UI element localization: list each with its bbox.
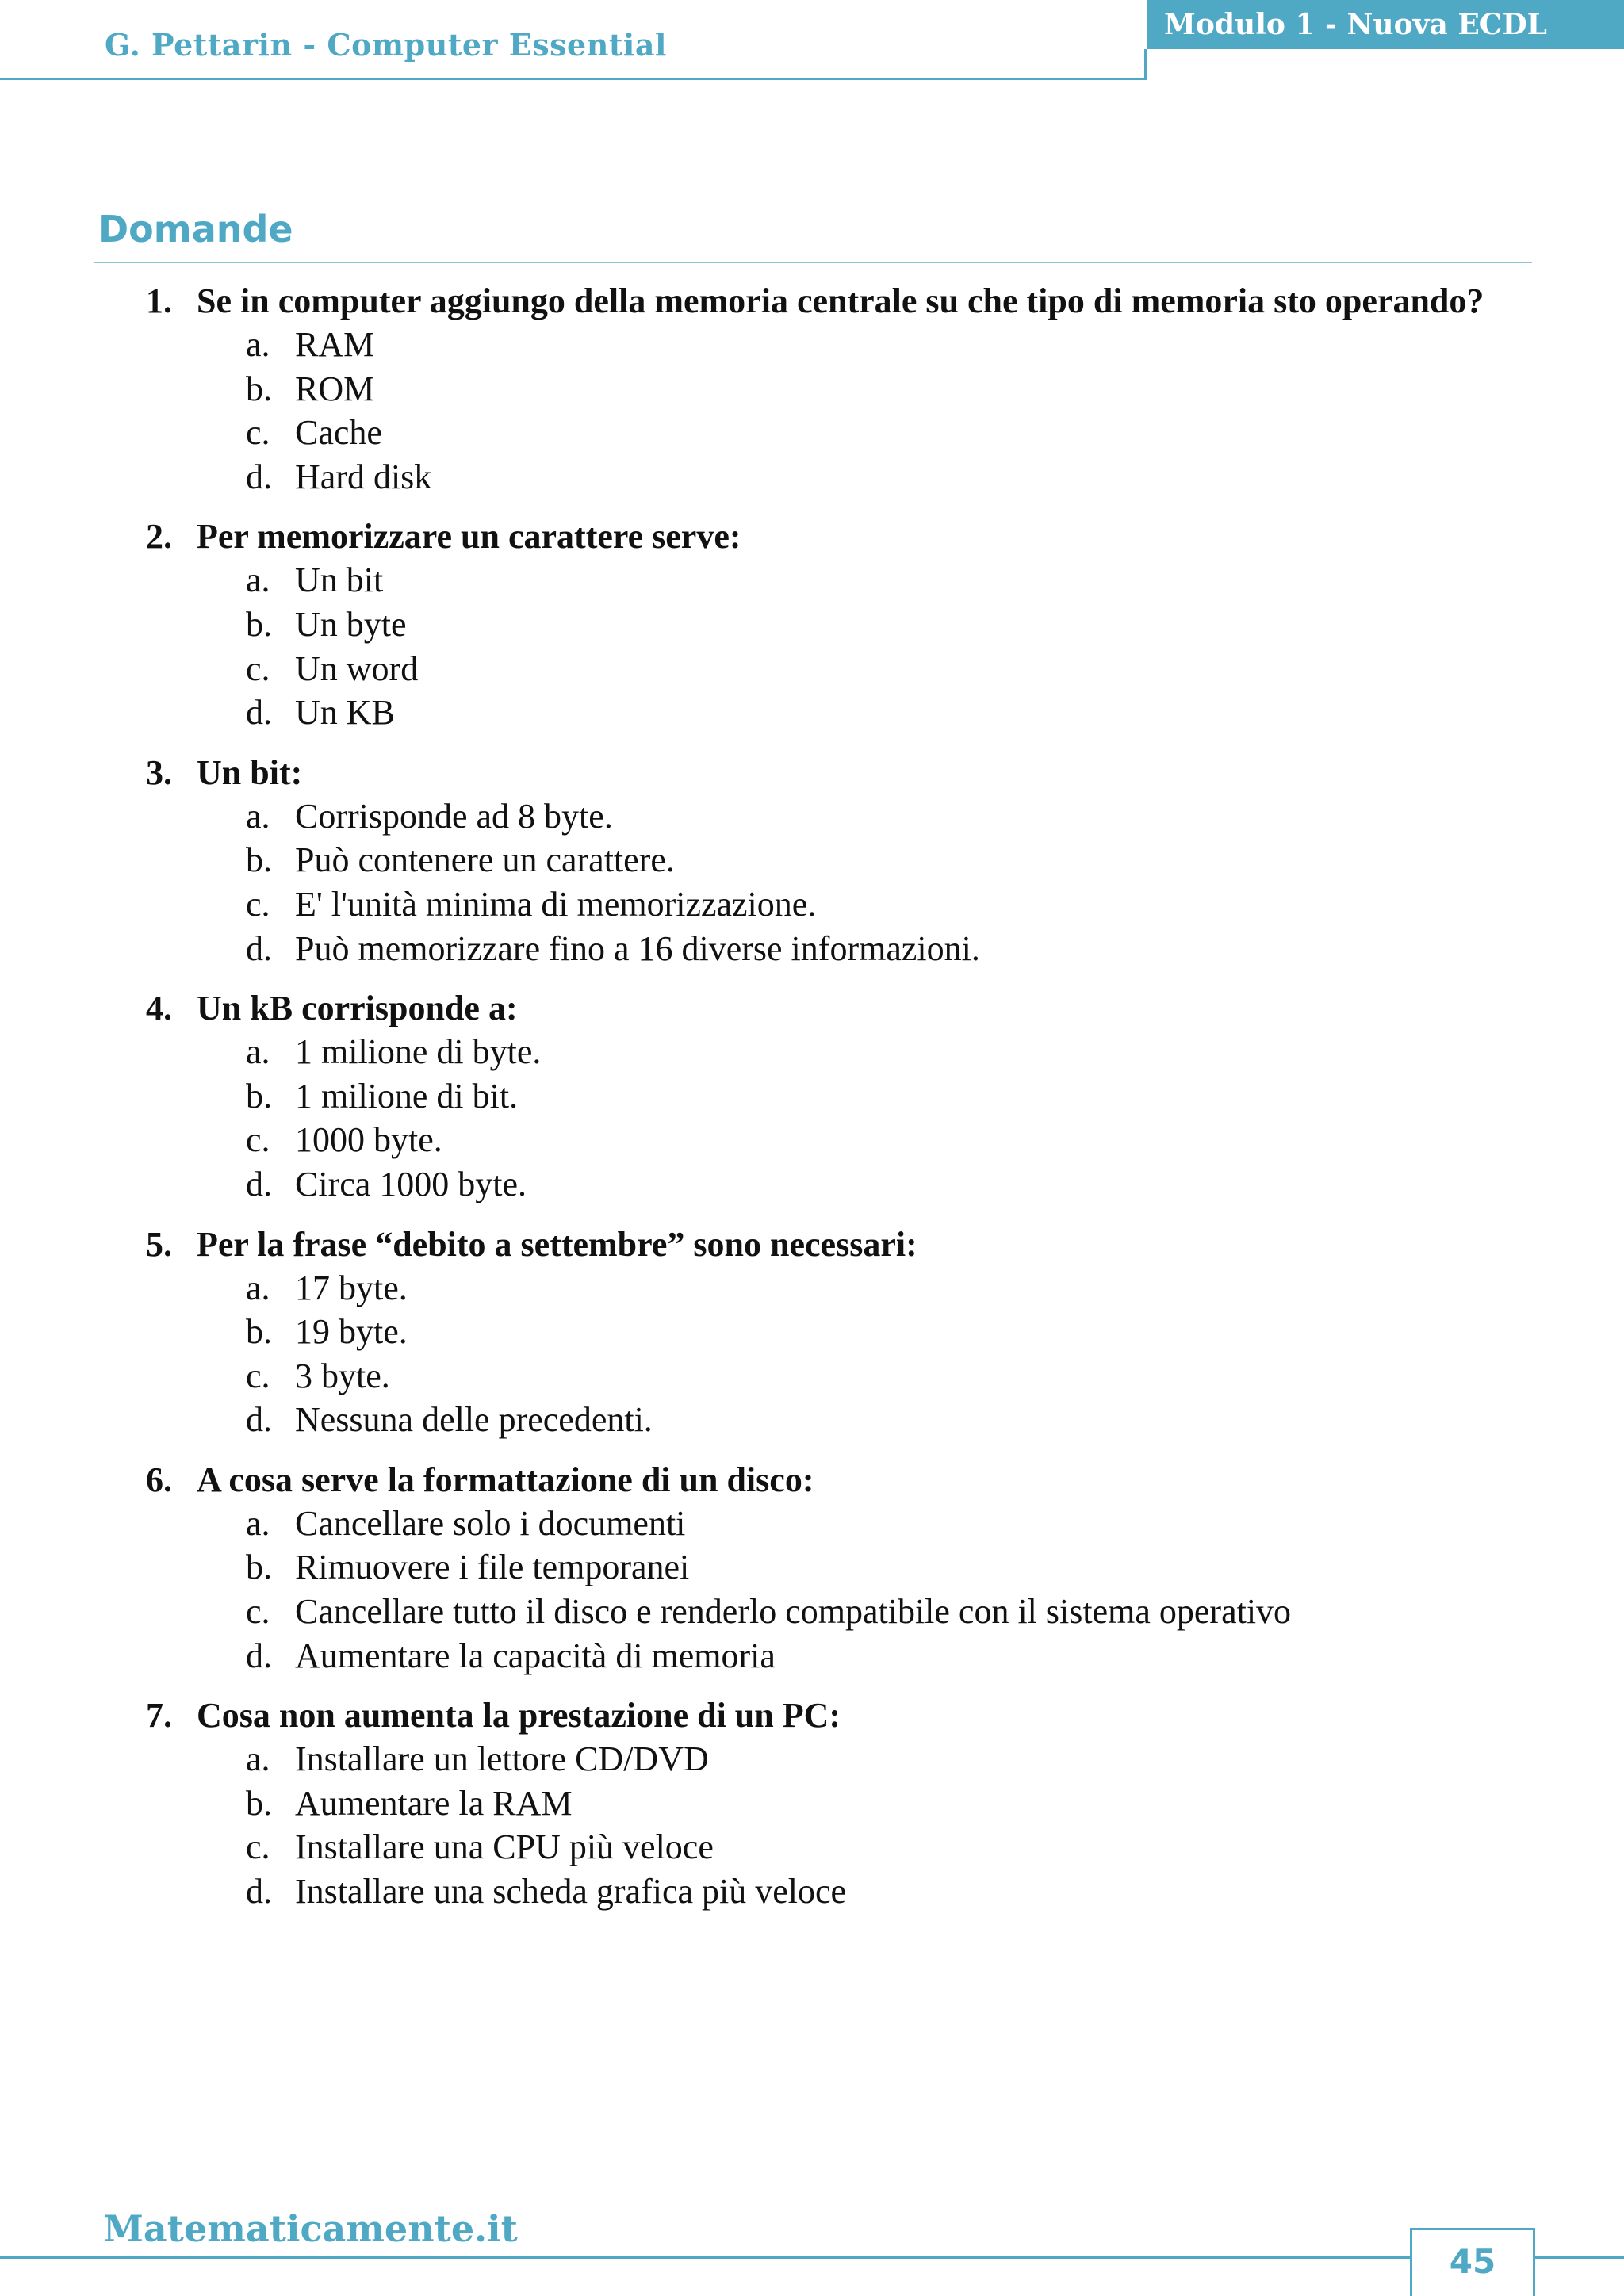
option-item — [0, 1545, 1624, 1590]
footer-site-name: Matematicamente.it — [103, 2207, 518, 2250]
option-text: Installare una scheda grafica più veloce — [295, 1872, 847, 1911]
option-letter: c. — [246, 413, 270, 453]
question-number: 4. — [146, 989, 172, 1028]
options-list — [0, 1737, 1624, 1913]
option-letter: d. — [246, 1636, 272, 1675]
option-letter: d. — [246, 1872, 272, 1911]
option-item — [0, 1869, 1624, 1914]
question-text: Se in computer aggiungo della memoria centrale su che tipo di memoria sto operando? — [197, 281, 1484, 320]
option-letter: a. — [246, 1739, 270, 1779]
option-text: Nessuna delle precedenti. — [295, 1400, 653, 1440]
option-text: Hard disk — [295, 457, 432, 496]
option-text: Cache — [295, 413, 382, 453]
option-letter: d. — [246, 457, 272, 496]
option-text: E' l'unità minima di memorizzazione. — [295, 884, 817, 924]
option-letter: a. — [246, 796, 270, 836]
header-author-title: G. Pettarin - Computer Essential — [105, 27, 667, 63]
option-text: 1000 byte. — [295, 1120, 442, 1160]
question-6 — [0, 1458, 1624, 1678]
option-item — [0, 1354, 1624, 1399]
option-text: RAM — [295, 325, 375, 364]
option-text: Può memorizzare fino a 16 diverse informazioni. — [295, 928, 980, 968]
option-letter: c. — [246, 1120, 270, 1160]
option-letter: d. — [246, 928, 272, 968]
option-item — [0, 1266, 1624, 1311]
question-3 — [0, 751, 1624, 970]
option-text: Può contenere un carattere. — [295, 840, 675, 880]
option-text: 3 byte. — [295, 1356, 390, 1395]
page-number: 45 — [1410, 2228, 1535, 2296]
question-1 — [0, 279, 1624, 499]
option-text: 19 byte. — [295, 1312, 408, 1352]
option-letter: d. — [246, 693, 272, 733]
option-text: Un byte — [295, 604, 407, 644]
option-text: Un word — [295, 649, 419, 688]
option-item — [0, 411, 1624, 455]
option-letter: b. — [246, 840, 272, 880]
options-list — [0, 1030, 1624, 1206]
question-text: A cosa serve la formattazione di un disco: — [197, 1460, 814, 1499]
option-letter: d. — [246, 1164, 272, 1203]
option-text: Installare un lettore CD/DVD — [295, 1739, 709, 1779]
option-text: Aumentare la capacità di memoria — [295, 1636, 776, 1675]
option-letter: b. — [246, 1076, 272, 1115]
option-item — [0, 647, 1624, 691]
option-item — [0, 1781, 1624, 1826]
option-text: Un bit — [295, 561, 384, 600]
questions-list — [0, 279, 1624, 1930]
option-letter: b. — [246, 1783, 272, 1823]
option-letter: a. — [246, 1268, 270, 1307]
option-letter: c. — [246, 649, 270, 688]
option-text: Circa 1000 byte. — [295, 1164, 527, 1203]
option-letter: b. — [246, 369, 272, 408]
option-letter: a. — [246, 325, 270, 364]
option-item — [0, 1737, 1624, 1781]
option-item — [0, 1074, 1624, 1119]
header-rule-tick — [1144, 49, 1147, 79]
question-number: 2. — [146, 517, 172, 557]
option-letter: b. — [246, 1312, 272, 1352]
option-letter: c. — [246, 1356, 270, 1395]
option-letter: a. — [246, 561, 270, 600]
header-module-badge: Modulo 1 - Nuova ECDL — [1147, 0, 1624, 49]
option-item — [0, 323, 1624, 367]
option-letter: c. — [246, 1827, 270, 1867]
question-2 — [0, 515, 1624, 734]
header-rule — [0, 78, 1147, 80]
option-item — [0, 1030, 1624, 1074]
footer-rule — [0, 2256, 1411, 2259]
section-title: Domande — [98, 208, 293, 251]
question-text: Un bit: — [197, 752, 303, 792]
question-text: Per la frase “debito a settembre” sono necessari: — [197, 1224, 917, 1264]
question-number: 6. — [146, 1460, 172, 1499]
option-item — [0, 794, 1624, 839]
option-letter: c. — [246, 884, 270, 924]
options-list — [0, 1502, 1624, 1678]
question-number: 7. — [146, 1696, 172, 1735]
option-item — [0, 882, 1624, 927]
option-item — [0, 367, 1624, 411]
question-number: 5. — [146, 1224, 172, 1264]
section-divider — [94, 262, 1532, 263]
option-item — [0, 455, 1624, 499]
options-list — [0, 1266, 1624, 1442]
option-text: Installare una CPU più veloce — [295, 1827, 714, 1867]
question-text: Per memorizzare un carattere serve: — [197, 517, 741, 557]
option-item — [0, 1825, 1624, 1869]
option-text: Rimuovere i file temporanei — [295, 1548, 690, 1587]
option-text: Cancellare solo i documenti — [295, 1503, 686, 1543]
question-7 — [0, 1693, 1624, 1913]
option-letter: a. — [246, 1032, 270, 1072]
option-text: Aumentare la RAM — [295, 1783, 573, 1823]
option-text: 1 milione di bit. — [295, 1076, 519, 1115]
option-item — [0, 1118, 1624, 1162]
question-5 — [0, 1223, 1624, 1442]
option-letter: c. — [246, 1592, 270, 1632]
option-letter: b. — [246, 1548, 272, 1587]
option-item — [0, 1634, 1624, 1678]
options-list — [0, 794, 1624, 970]
option-item — [0, 838, 1624, 882]
question-4 — [0, 986, 1624, 1206]
question-number: 1. — [146, 281, 172, 320]
option-text: 1 milione di byte. — [295, 1032, 542, 1072]
option-item — [0, 691, 1624, 735]
question-text: Cosa non aumenta la prestazione di un PC: — [197, 1696, 841, 1735]
option-item — [0, 1590, 1624, 1634]
question-number: 3. — [146, 752, 172, 792]
option-letter: b. — [246, 604, 272, 644]
option-item — [0, 558, 1624, 603]
option-item — [0, 603, 1624, 647]
option-item — [0, 1162, 1624, 1207]
option-text: ROM — [295, 369, 375, 408]
option-letter: a. — [246, 1503, 270, 1543]
question-text: Un kB corrisponde a: — [197, 989, 518, 1028]
option-text: Cancellare tutto il disco e renderlo compatibile con il sistema operativo — [295, 1592, 1292, 1632]
option-item — [0, 927, 1624, 971]
footer-rule-right — [1535, 2256, 1624, 2259]
option-text: 17 byte. — [295, 1268, 408, 1307]
option-text: Corrisponde ad 8 byte. — [295, 796, 613, 836]
option-item — [0, 1502, 1624, 1546]
option-letter: d. — [246, 1400, 272, 1440]
option-item — [0, 1398, 1624, 1442]
option-item — [0, 1310, 1624, 1354]
options-list — [0, 323, 1624, 499]
option-text: Un KB — [295, 693, 395, 733]
options-list — [0, 558, 1624, 734]
